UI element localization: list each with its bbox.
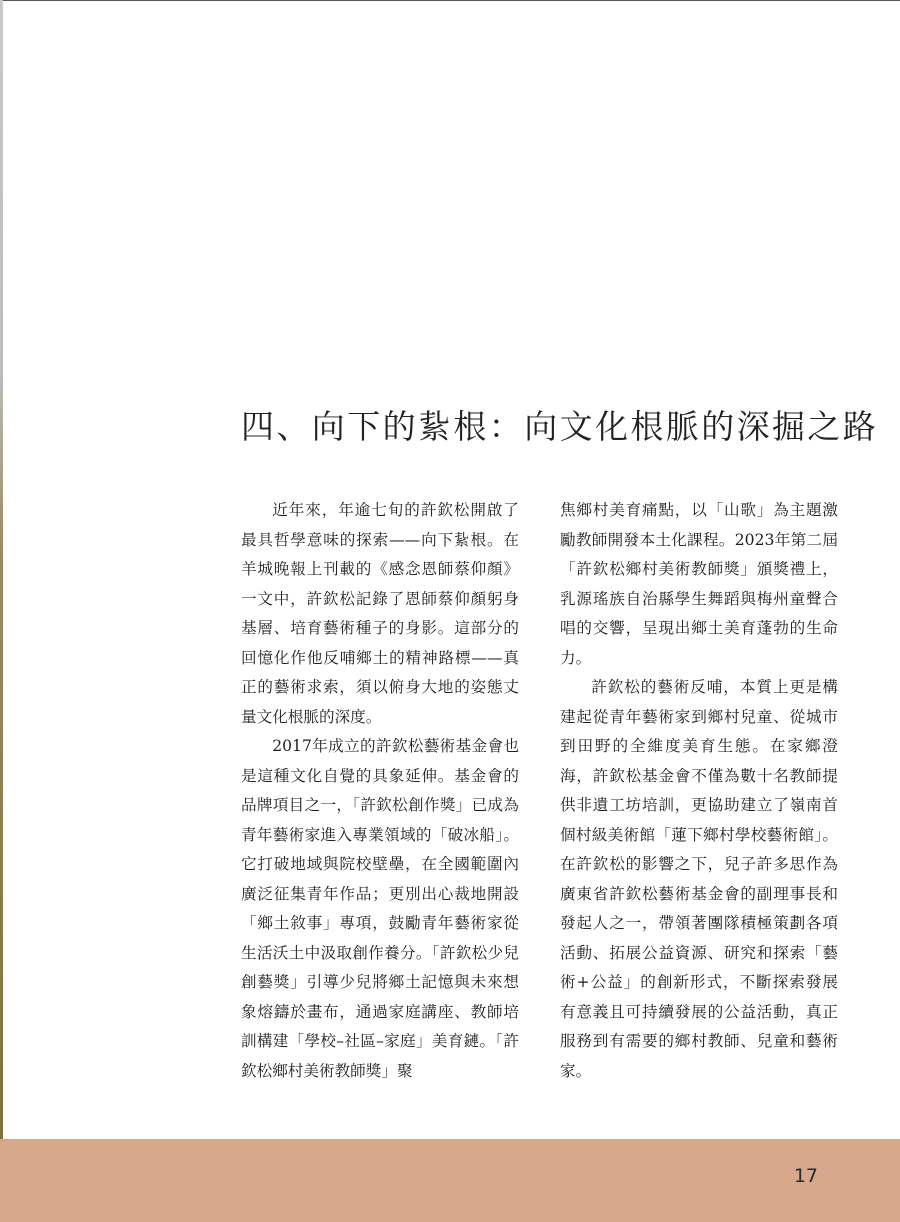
paragraph: 許欽松的藝術反哺，本質上更是構建起從青年藝術家到鄉村兒童、從城市到田野的全維度美育生態。在家鄉澄海，許欽松基金會不僅為數十名教師提供非遺工坊培訓，更協助建立了嶺南首個村級美術館「蓮下鄉村學校藝術館」。在許欽松的影響之下，兒子許多思作為廣東省許欽松藝術基金會的副理事長和發起人之一，帶領著團隊積極策劃各項活動、拓展公益資源、研究和探索「藝術+公益」的創新形式，不斷探索發展有意義且可持續發展的公益活動，真正服務到有需要的鄉村教師、兒童和藝術家。 xyxy=(560,678,838,1080)
right-text-column xyxy=(560,496,838,1086)
left-text-column xyxy=(241,496,519,1086)
page-spine-edge xyxy=(0,0,3,1222)
paragraph-continuation: 焦鄉村美育痛點，以「山歌」為主題激勵教師開發本土化課程。2023年第二屆「許欽松鄉村美術教師獎」頒獎禮上，乳源瑤族自治縣學生舞蹈與梅州童聲合唱的交響，呈現出鄉土美育蓬勃的生命力。 xyxy=(560,501,838,667)
page-top-rule xyxy=(0,0,900,1)
footer-band xyxy=(0,1139,900,1222)
section-heading: 四、向下的紥根：向文化根脈的深掘之路 xyxy=(241,407,879,446)
page-number: 17 xyxy=(793,1165,818,1187)
paragraph: 2017年成立的許欽松藝術基金會也是這種文化自覺的具象延伸。基金會的品牌項目之一，「許欽松創作獎」已成為青年藝術家進入專業領域的「破冰船」。它打破地域與院校壁壘，在全國範圍內廣泛征集青年作品；更別出心裁地開設「鄉土敘事」專項，鼓勵青年藝術家從生活沃土中汲取創作養分。「許欽松少兒創藝獎」引導少兒將鄉土記憶與未來想象熔鑄於畫布，通過家庭講座、教師培訓構建「學校–社區–家庭」美育鏈。「許欽松鄉村美術教師獎」聚 xyxy=(241,737,519,1080)
paragraph: 近年來，年逾七旬的許欽松開啟了最具哲學意味的探索——向下紥根。在羊城晚報上刊載的《感念恩師蔡仰顏》一文中，許欽松記錄了恩師蔡仰顏躬身基層、培育藝術種子的身影。這部分的回憶化作他反哺鄉土的精神路標——真正的藝術求索，須以俯身大地的姿態丈量文化根脈的深度。 xyxy=(241,501,519,726)
